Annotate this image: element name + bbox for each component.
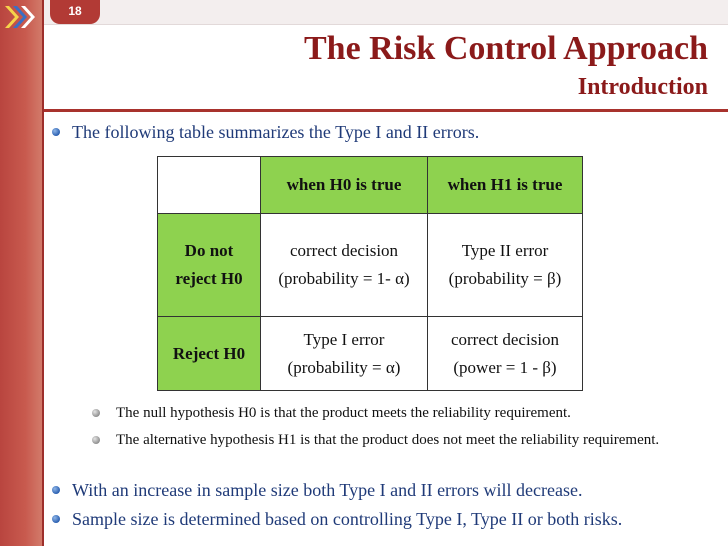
error-table: [157, 156, 583, 391]
table-col-header: when H0 is true: [261, 157, 428, 214]
cell-line: correct decision: [450, 329, 560, 349]
table-row: [158, 317, 583, 391]
gray-sphere-bullet-icon: [92, 436, 100, 444]
blue-sphere-bullet-icon: [52, 515, 60, 523]
blue-sphere-bullet-icon: [52, 128, 60, 136]
table-header-row: [158, 157, 583, 214]
table-cell: [261, 317, 428, 391]
slide-title: The Risk Control Approach: [304, 30, 708, 67]
table-cell: [428, 214, 583, 317]
cell-line: (probability = β): [448, 269, 562, 288]
cell-line: correct decision: [289, 241, 399, 260]
sub-bullet-text: The alternative hypothesis H1 is that the product does not meet the reliability requirement.: [116, 432, 660, 448]
table-row-header: [158, 317, 261, 391]
row-header-line: Do not: [184, 241, 234, 260]
table-cell: [261, 214, 428, 317]
table-col-header: when H1 is true: [428, 157, 583, 214]
top-strip-divider: [44, 24, 728, 25]
gray-sphere-bullet-icon: [92, 409, 100, 417]
cell-line: (power = 1 - β): [453, 357, 557, 377]
table-row: [158, 214, 583, 317]
table-cell: [428, 317, 583, 391]
sub-bullet-text: The null hypothesis H0 is that the product meets the reliability requirement.: [116, 405, 571, 421]
slide-subtitle: Introduction: [577, 74, 708, 100]
cell-line: (probability = α): [287, 357, 401, 377]
bullet-item: [62, 480, 583, 501]
bullet-text: With an increase in sample size both Type I and II errors will decrease.: [72, 480, 583, 500]
top-strip: [44, 0, 728, 24]
bullet-text: Sample size is determined based on controlling Type I, Type II or both risks.: [72, 509, 623, 529]
cell-line: Type I error: [303, 329, 385, 349]
cell-line: Type II error: [461, 241, 549, 260]
sub-bullet-item: [92, 430, 692, 451]
title-divider: [44, 109, 728, 112]
table-row-header: [158, 214, 261, 317]
side-band: [0, 0, 42, 546]
bullet-item: [62, 122, 479, 143]
bullet-text: The following table summarizes the Type I and II errors.: [72, 122, 480, 142]
page-number: 18: [50, 0, 100, 24]
sub-bullet-item: [92, 403, 692, 424]
side-divider: [42, 0, 44, 546]
chevron-arrows-icon: [3, 2, 39, 32]
blue-sphere-bullet-icon: [52, 486, 60, 494]
row-header-line: Reject H0: [172, 343, 246, 363]
table-corner-cell: [158, 157, 261, 214]
cell-line: (probability = 1- α): [278, 269, 410, 288]
bullet-item: [62, 509, 622, 530]
row-header-line: reject H0: [175, 269, 243, 288]
